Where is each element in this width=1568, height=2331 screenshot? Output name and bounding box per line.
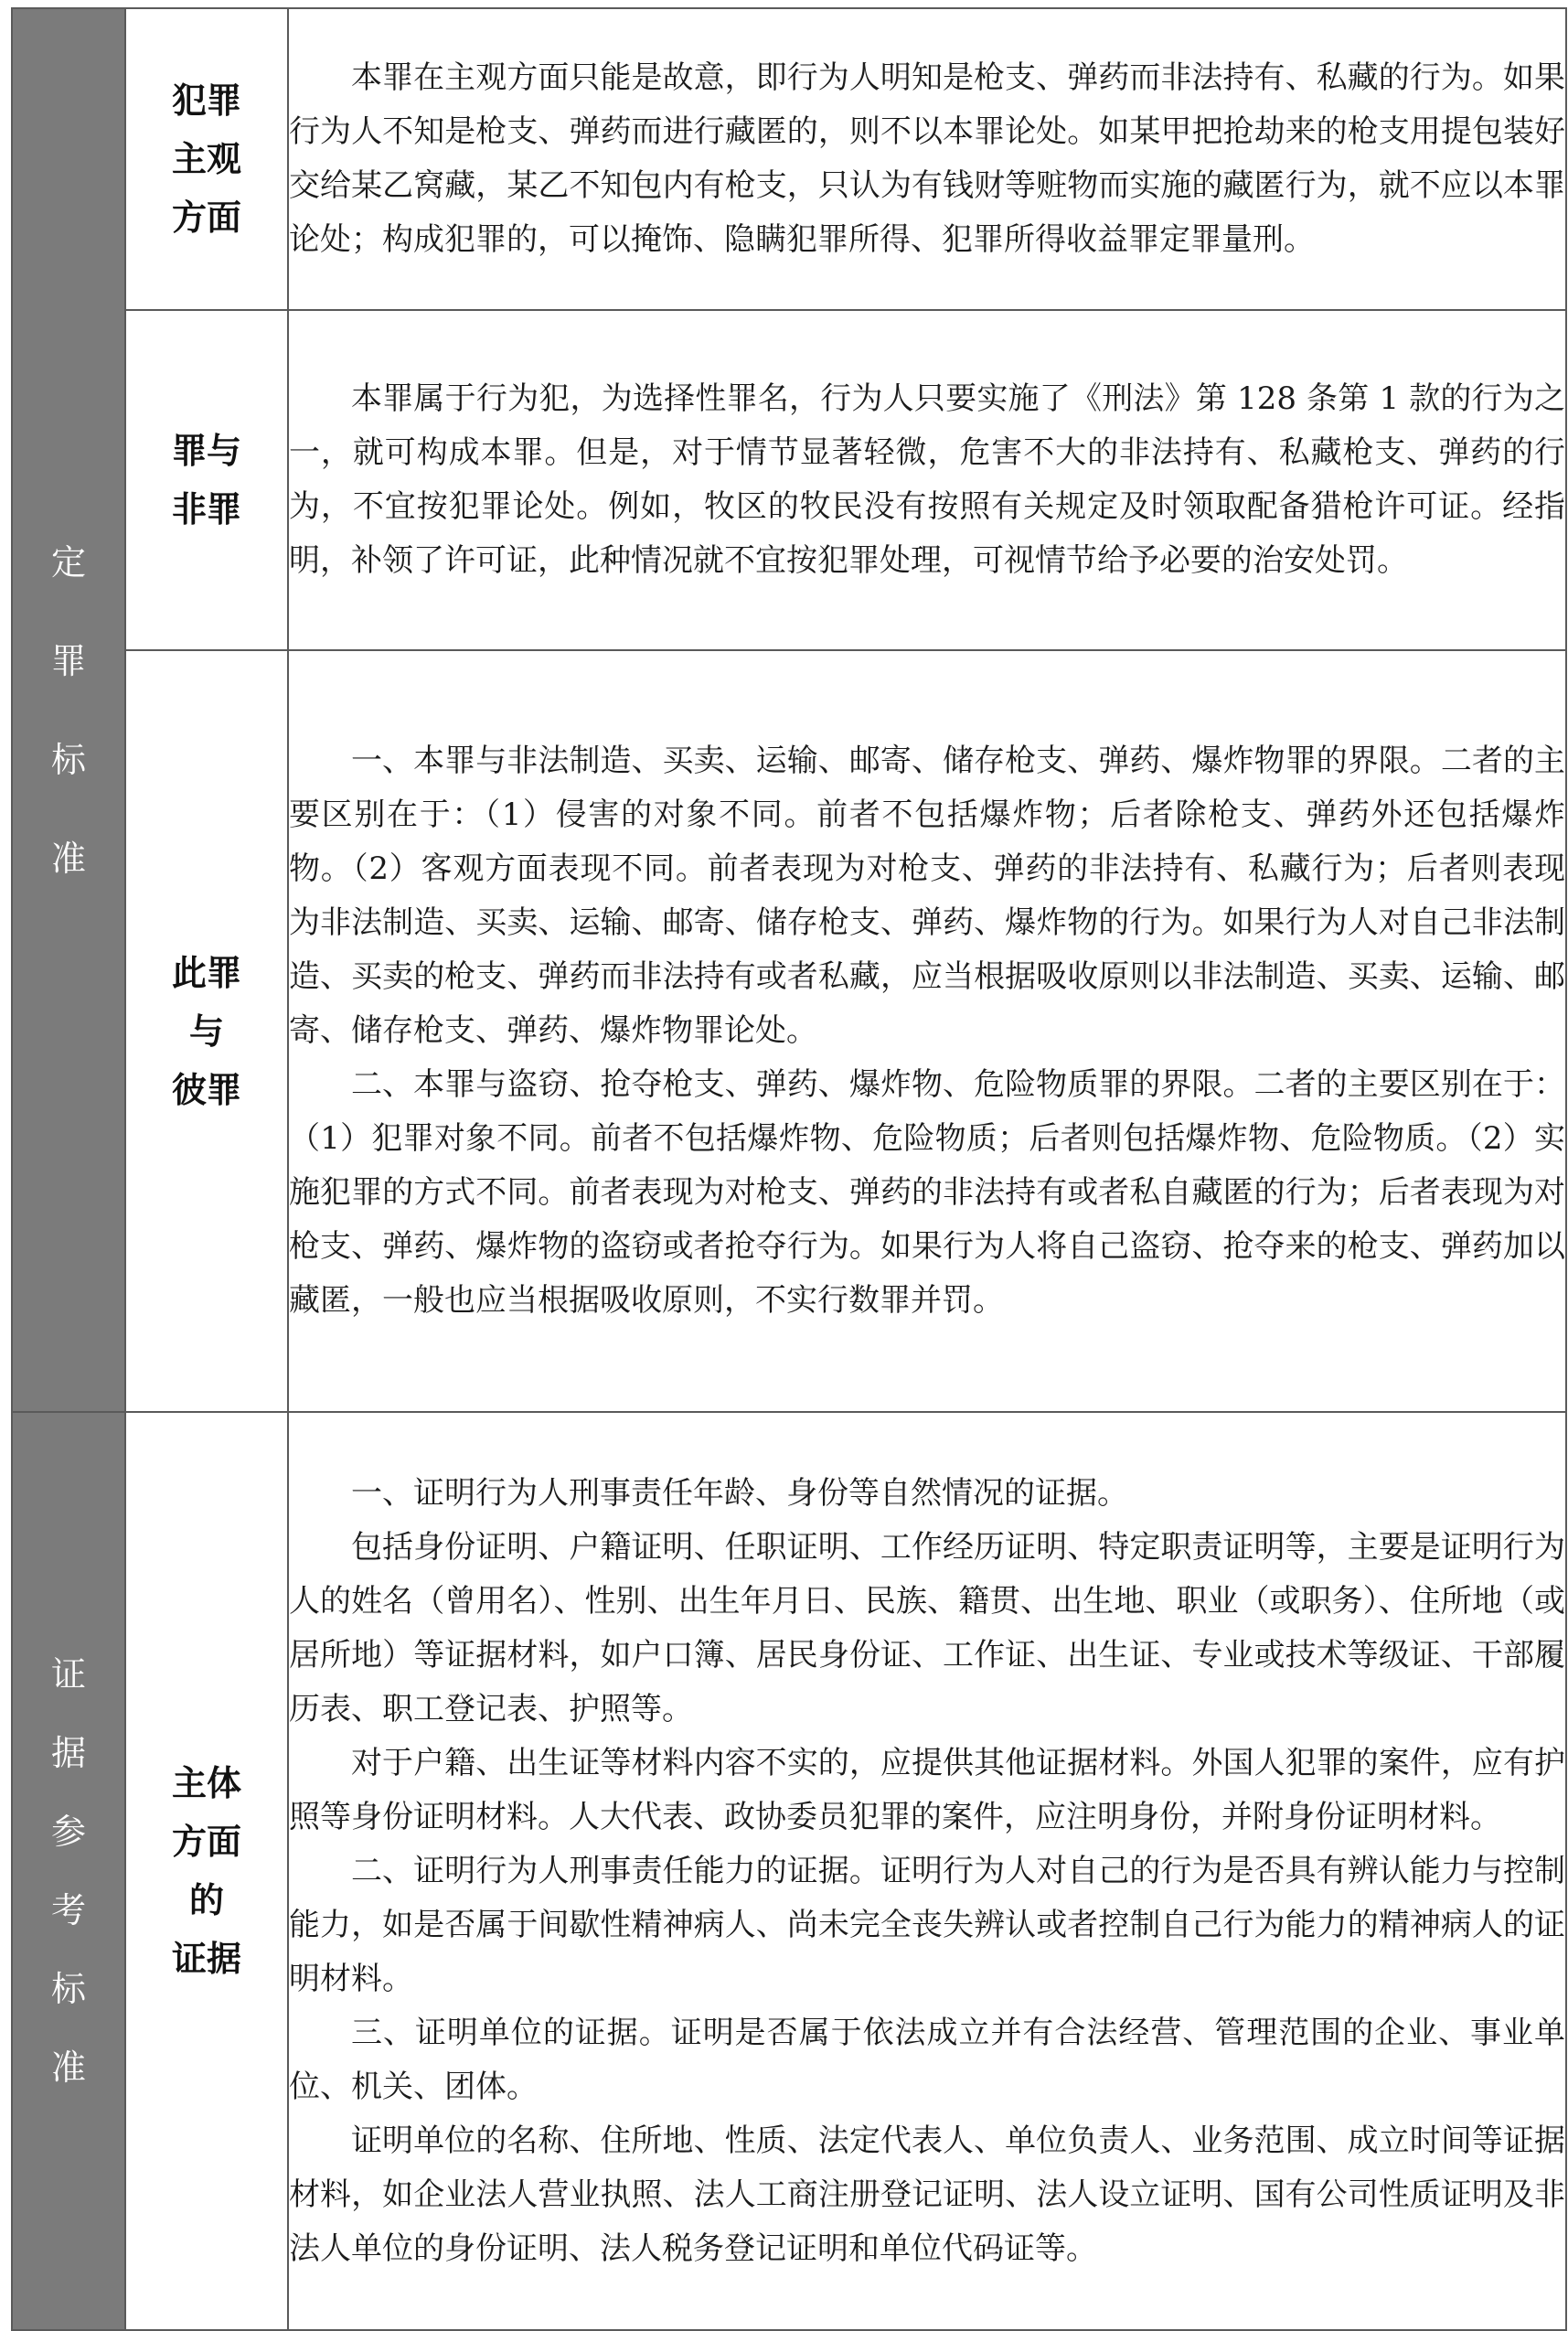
paragraph: 一、证明行为人刑事责任年龄、身份等自然情况的证据。 (351, 1474, 1128, 1512)
row-content-crime-or-not (288, 310, 1566, 650)
paragraph: 对于户籍、出生证等材料内容不实的，应提供其他证据材料。外国人犯罪的案件，应有护照等身份证明材料。人大代表、政协委员犯罪的案件，应注明身份，并附身份证明材料。 (289, 1744, 1565, 1835)
row-label-subject-evidence: 主体 方面 的 证据 (125, 1412, 288, 2330)
table-row (12, 8, 1566, 310)
row-content-this-crime-vs-other (288, 650, 1566, 1412)
category-evidence-reference-standard (12, 1412, 125, 2330)
paragraph: 本罪属于行为犯，为选择性罪名，行为人只要实施了《刑法》第 128 条第 1 款的行为之一，就可构成本罪。但是，对于情节显著轻微，危害不大的非法持有、私藏枪支、弹药的行为，不宜按犯罪论处。例如，牧区的牧民没有按照有关规定及时领取配备猎枪许可证。经指明，补领了许可证，此种情况就不宜按犯罪处理，可视情节给予必要的治安处罚。 (289, 380, 1565, 579)
category-char: 准 (50, 2048, 86, 2088)
category-char: 罪 (50, 640, 86, 681)
row-content-subjective-aspect (288, 8, 1566, 310)
row-label-this-crime-vs-other: 此罪 与 彼罪 (125, 650, 288, 1412)
category-char: 标 (50, 1969, 86, 2009)
table-row (12, 1412, 1566, 2330)
category-char: 证 (50, 1654, 86, 1695)
paragraph: 一、本罪与非法制造、买卖、运输、邮寄、储存枪支、弹药、爆炸物罪的界限。二者的主要区别在于：（1）侵害的对象不同。前者不包括爆炸物；后者除枪支、弹药外还包括爆炸物。（2）客观方面表现不同。前者表现为对枪支、弹药的非法持有、私藏行为；后者则表现为非法制造、买卖、运输、邮寄、储存枪支、弹药、爆炸物的行为。如果行为人对自己非法制造、买卖的枪支、弹药而非法持有或者私藏，应当根据吸收原则以非法制造、买卖、运输、邮寄、储存枪支、弹药、爆炸物罪论处。 (289, 743, 1565, 1049)
paragraph: 二、证明行为人刑事责任能力的证据。证明行为人对自己的行为是否具有辨认能力与控制能力，如是否属于间歇性精神病人、尚未完全丧失辨认或者控制自己行为能力的精神病人的证明材料。 (289, 1852, 1565, 1997)
category-char: 参 (50, 1812, 86, 1852)
paragraph: 证明单位的名称、住所地、性质、法定代表人、单位负责人、业务范围、成立时间等证据材料，如企业法人营业执照、法人工商注册登记证明、法人设立证明、国有公司性质证明及非法人单位的身份证明、法人税务登记证明和单位代码证等。 (289, 2122, 1565, 2267)
table-row (12, 310, 1566, 650)
category-char: 定 (50, 541, 86, 583)
paragraph: 二、本罪与盗窃、抢夺枪支、弹药、爆炸物、危险物质罪的界限。二者的主要区别在于：（1）犯罪对象不同。前者不包括爆炸物、危险物质；后者则包括爆炸物、危险物质。（2）实施犯罪的方式不同。前者表现为对枪支、弹药的非法持有或者私自藏匿的行为；后者表现为对枪支、弹药、爆炸物的盗窃或者抢夺行为。如果行为人将自己盗窃、抢夺来的枪支、弹药加以藏匿，一般也应当根据吸收原则，不实行数罪并罚。 (289, 1066, 1565, 1319)
category-char: 准 (50, 838, 86, 879)
category-char: 据 (50, 1733, 86, 1773)
paragraph: 包括身份证明、户籍证明、任职证明、工作经历证明、特定职责证明等，主要是证明行为人的姓名（曾用名）、性别、出生年月日、民族、籍贯、出生地、职业（或职务）、住所地（或居所地）等证据材料，如户口簿、居民身份证、工作证、出生证、专业或技术等级证、干部履历表、职工登记表、护照等。 (289, 1528, 1565, 1727)
paragraph: 三、证明单位的证据。证明是否属于依法成立并有合法经营、管理范围的企业、事业单位、机关、团体。 (289, 2014, 1565, 2105)
row-content-subject-evidence (288, 1412, 1566, 2330)
category-char: 标 (50, 739, 86, 780)
table-row (12, 650, 1566, 1412)
row-label-crime-or-not: 罪与 非罪 (125, 310, 288, 650)
row-label-subjective-aspect: 犯罪 主观 方面 (125, 8, 288, 310)
criteria-table (11, 7, 1567, 2331)
paragraph: 本罪在主观方面只能是故意，即行为人明知是枪支、弹药而非法持有、私藏的行为。如果行为人不知是枪支、弹药而进行藏匿的，则不以本罪论处。如某甲把抢劫来的枪支用提包装好交给某乙窝藏，某乙不知包内有枪支，只认为有钱财等赃物而实施的藏匿行为，就不应以本罪论处；构成犯罪的，可以掩饰、隐瞒犯罪所得、犯罪所得收益罪定罪量刑。 (289, 59, 1565, 258)
category-char: 考 (50, 1890, 86, 1930)
category-conviction-standard (12, 8, 125, 1412)
